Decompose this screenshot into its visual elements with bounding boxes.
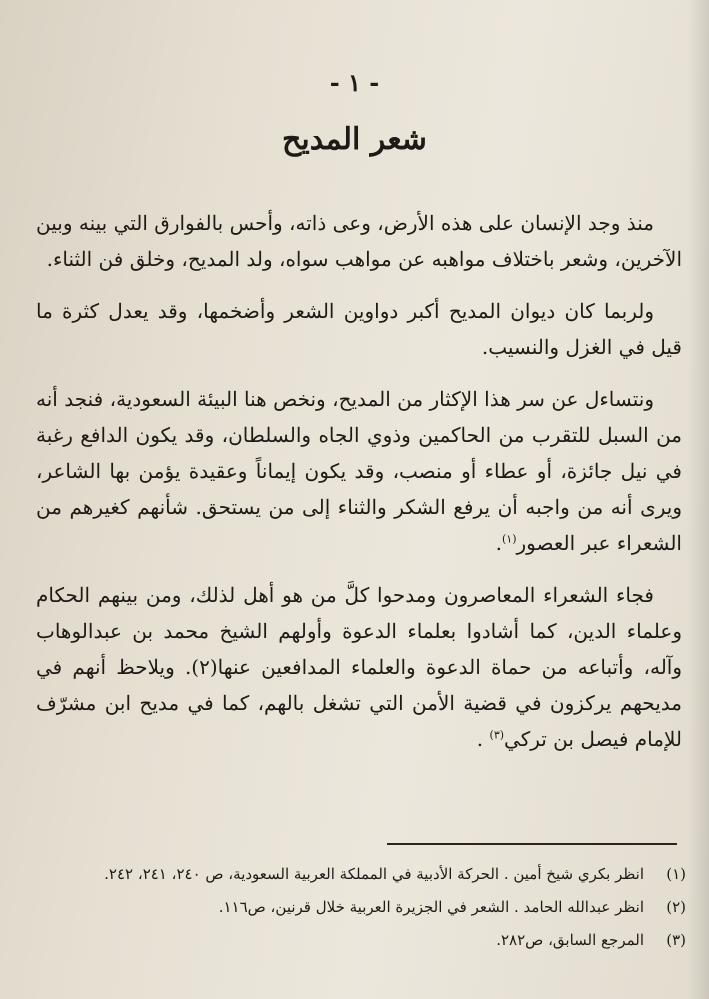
paragraph-2 [36,293,682,365]
footnote-number: (٢) [666,898,686,916]
footnote-text: المرجع السابق، ص٢٨٢. [496,931,644,949]
paragraph-2-text: ولربما كان ديوان المديح أكبر دواوين الشعر وأضخمها، وقد يعدل كثرة ما قيل في الغزل والنسيب. [36,299,682,359]
footnote-number: (١) [666,865,686,883]
footnote-ref-1: (١) [501,532,517,546]
footnote-1 [36,858,686,891]
footnotes [36,858,686,957]
paragraph-3: ونتساءل عن سر هذا الإكثار من المديح، ونخص هنا البيئة السعودية، فنجد أنه من السبل للتقرب من الحاكمين وذوي الجاه والسلطان، وقد يكون الدافع رغبة في نيل جائزة، أو عطاء أو منصب، وقد يكون إيماناً وعقيدة يؤمن بها الشاعر، ويرى أنه من واجبه أن يرفع الشكر والثناء إلى من يستحق. شأنهم كغيرهم من الشعراء عبر العصور$^{(١)}$. [36,387,682,555]
footnote-2 [36,891,686,924]
footnote-divider [387,843,677,845]
footnote-3 [36,924,686,957]
footnote-ref-3: (٣) [489,728,505,742]
paragraph-1 [36,205,682,277]
footnote-number: (٣) [666,931,686,949]
paragraph-3-text: ونتساءل عن سر هذا الإكثار من المديح، ونخص هنا البيئة السعودية، فنجد أنه من السبل للتقرب من الحاكمين وذوي الجاه والسلطان، وقد يكون الدافع رغبة في نيل جائزة، أو عطاء أو منصب، وقد يكون إيماناً وعقيدة يؤمن بها الشاعر، ويرى أنه من واجبه أن يرفع الشكر والثناء إلى من يستحق. شأنهم كغيرهم من الشعراء عبر العصور [36,387,682,555]
paragraph-4: فجاء الشعراء المعاصرون ومدحوا كلَّ من هو أهل لذلك، ومن بينهم الحكام وعلماء الدين، كما أشادوا بعلماء الدعوة وأولهم الشيخ محمد بن عبدالوهاب وآله، وأتباعه من حماة الدعوة والعلماء المدافعين عنها(٢). ويلاحظ أنهم في مديحهم يركزون في قضية الأمن التي تشغل بالهم، كما في مديح ابن مشرّف للإمام فيصل بن تركي$^{(٣)}$ . [36,583,682,751]
footnote-text: انظر بكري شيخ أمين . الحركة الأدبية في المملكة العربية السعودية، ص ٢٤٠، ٢٤١، ٢٤٢. [104,865,644,883]
page-number: - ١ - [329,68,380,97]
paragraph-1-text: منذ وجد الإنسان على هذه الأرض، وعى ذاته، وأحس بالفوارق التي بينه وبين الآخرين، وشعر باختلاف مواهبه عن مواهب سواه، ولد المديح، وخلق فن الثناء. [36,211,682,271]
paragraph-4-text: فجاء الشعراء المعاصرون ومدحوا كلَّ من هو أهل لذلك، ومن بينهم الحكام وعلماء الدين، كما أشادوا بعلماء الدعوة وأولهم الشيخ محمد بن عبدالوهاب وآله، وأتباعه من حماة الدعوة والعلماء المدافعين عنها(٢). ويلاحظ أنهم في مديحهم يركزون في قضية الأمن التي تشغل بالهم، كما في مديح ابن مشرّف للإمام فيصل بن تركي [36,583,682,751]
body-text [36,205,682,773]
chapter-title: شعر المديح [282,122,427,157]
footnote-text: انظر عبدالله الحامد . الشعر في الجزيرة العربية خلال قرنين، ص١١٦. [218,898,644,916]
